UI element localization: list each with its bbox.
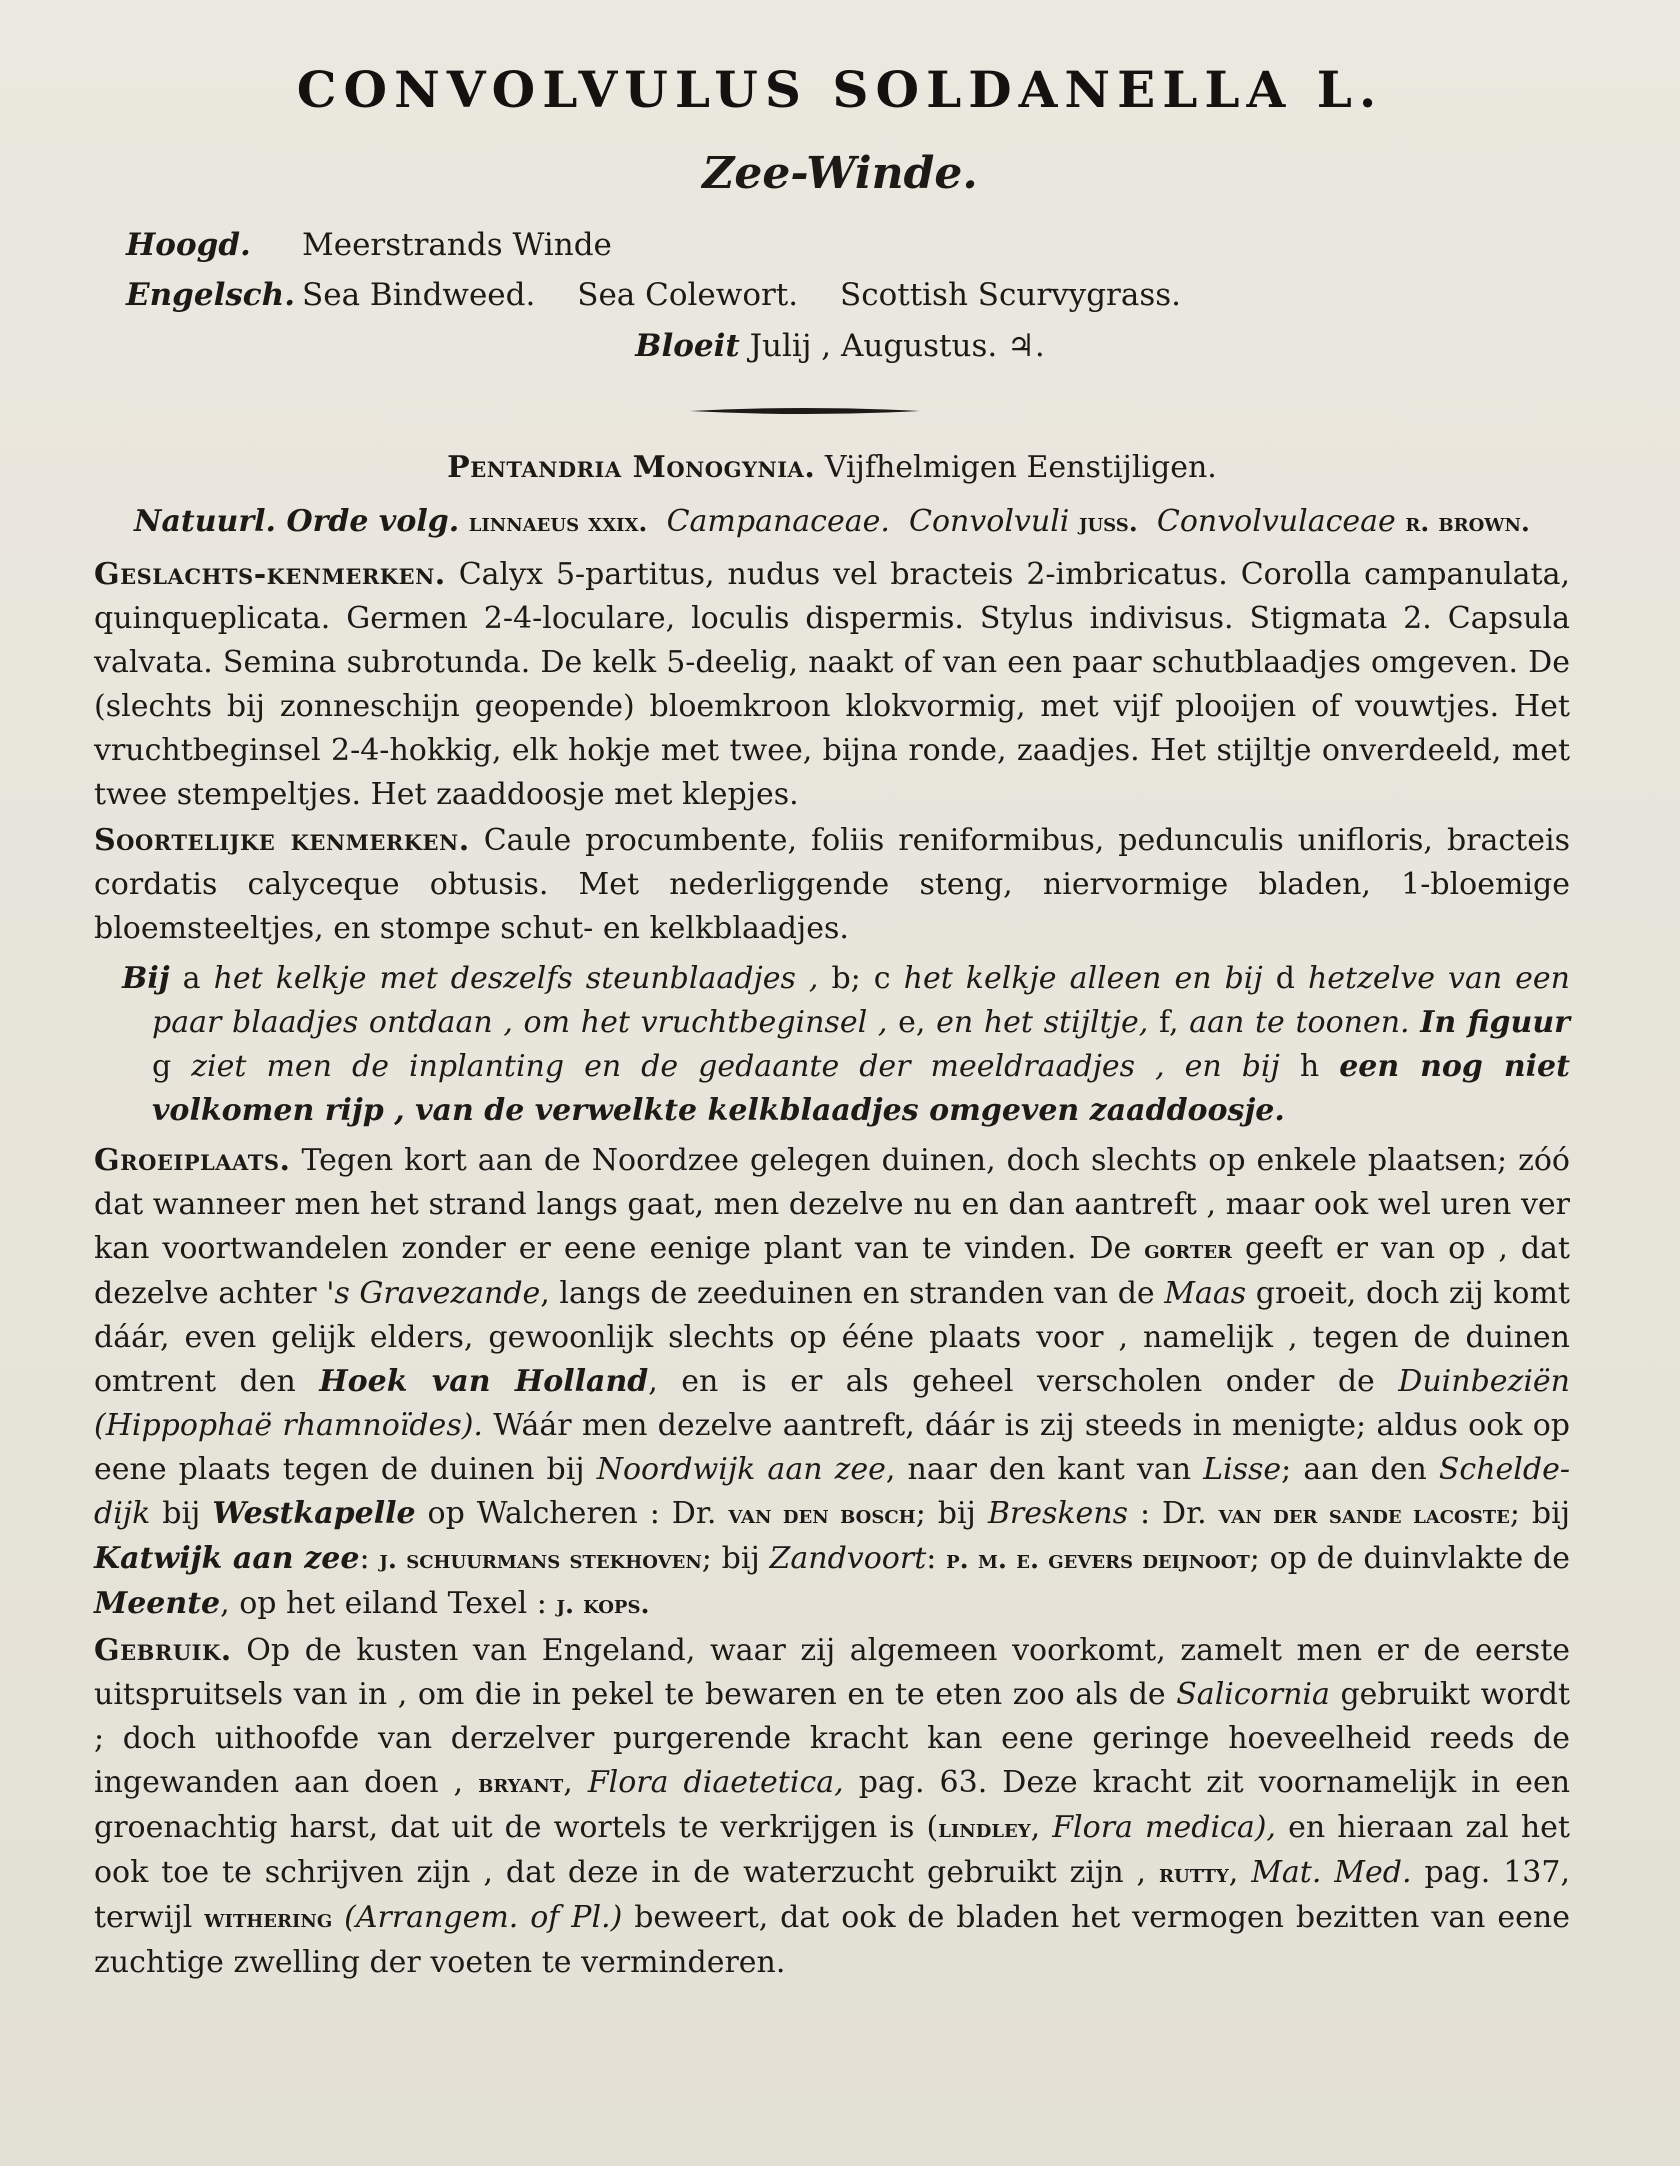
lang-label: Engelsch.: [126, 277, 296, 313]
author: van der sande lacoste: [1218, 1500, 1510, 1530]
expl-text: hetzelve van een paar blaadjes ontdaan , om het vruchtbeginsel ,: [152, 961, 1570, 1040]
flowering-line: [0, 328, 1680, 364]
ornamental-rule: [690, 406, 920, 416]
family-convolvuli: Convolvuli: [908, 504, 1070, 539]
place: Schelde-dijk: [94, 1452, 1570, 1531]
name-row-german: [126, 220, 1213, 270]
expl-word: Bij: [122, 961, 170, 996]
text: , op het eiland Texel :: [220, 1586, 547, 1621]
text: , naar den kant van: [885, 1452, 1192, 1487]
figure-letter: h: [1299, 1049, 1320, 1084]
place: Breskens: [987, 1496, 1129, 1531]
text: groeit, doch zij komt dáár, even gelijk elders, gewoonlijk slechts op ééne plaats voor , namelijk , tegen de duinen omtrent den: [94, 1276, 1570, 1399]
author-linnaeus: linnaeus xxix.: [468, 508, 648, 538]
place: Katwijk aan zee: [94, 1541, 360, 1576]
species-characters: [94, 819, 1570, 951]
flowering-label: Bloeit: [635, 328, 740, 364]
text: gebruikt wordt ; doch uithoofde van derzelver purgerende kracht kan eene geringe hoeveelheid reeds de ingewanden aan doen ,: [94, 1677, 1571, 1800]
main-text: [94, 446, 1570, 1987]
author: withering: [204, 1904, 333, 1934]
section-label: Geslachts-kenmerken.: [94, 557, 446, 592]
author: gorter: [1144, 1235, 1233, 1265]
section-text: Calyx 5-partitus, nudus vel bracteis 2-imbricatus. Corolla campanulata, quinqueplicata. Germen 2-4-loculare, loculis dispermis. Stylus indivisus. Stigmata 2. Capsula valvata. Semina subrotunda. De kelk 5-deelig, naakt of van een paar schutblaadjes omgeven. De (slechts bij zonneschijn geopende) bloemkroon klokvormig, met vijf plooijen of vouwtjes. Het vruchtbeginsel 2-4-hokkig, elk hokje met twee, bijna ronde, zaadjes. Het stijltje onverdeeld, met twee stempeltjes. Het zaaddoosje met klepjes.: [94, 557, 1570, 812]
natural-order: [94, 500, 1570, 545]
text: , langs de zeeduinen en stranden van de: [540, 1276, 1155, 1311]
place: Westkapelle: [212, 1496, 416, 1531]
place: Hoek van Holland: [319, 1364, 649, 1399]
section-label: Soortelijke kenmerken.: [94, 823, 470, 858]
text: bij: [162, 1496, 201, 1531]
text: ,: [1030, 1810, 1041, 1845]
text: : Dr.: [1139, 1496, 1207, 1531]
genus-characters: [94, 553, 1570, 817]
text: pag. 137, terwijl: [94, 1855, 1571, 1935]
common-names: [126, 220, 1213, 320]
place: Meente: [94, 1586, 221, 1621]
text: ,: [563, 1765, 573, 1800]
author: p. m. e. gevers deijnoot: [946, 1545, 1250, 1575]
habitat: [94, 1139, 1570, 1627]
name-value: Sea Bindweed.: [302, 277, 536, 313]
author-brown: r. brown.: [1405, 508, 1530, 538]
name-value: Scottish Scurvygrass.: [839, 277, 1182, 313]
text: Op de kusten van Engeland, waar zij algemeen voorkomt, zamelt men er de eerste uitspruitsels van in , om die in pekel te bewaren en te eten zoo als de: [94, 1633, 1570, 1712]
place: Lisse: [1203, 1452, 1282, 1487]
author: rutty: [1159, 1859, 1229, 1889]
book-title: (Arrangem. of Pl.): [344, 1900, 623, 1935]
text: ; aan den: [1281, 1452, 1427, 1487]
page-title: CONVOLVULUS SOLDANELLA L.: [296, 60, 1384, 119]
name-value: Meerstrands Winde: [302, 227, 612, 263]
text: :: [359, 1541, 370, 1576]
place: Zandvoort: [769, 1541, 927, 1576]
text: ; bij: [915, 1496, 976, 1531]
text: Wáár men dezelve aantreft, dáár is zij steeds in menigte; aldus ook op eene plaats tegen de duinen bij: [94, 1408, 1570, 1487]
flowering-text: Julij , Augustus. ♃.: [749, 328, 1045, 364]
natural-order-label: Natuurl. Orde volg.: [134, 504, 460, 539]
usage: [94, 1629, 1570, 1985]
text: ; bij: [701, 1541, 760, 1576]
figure-letter: e,: [898, 1005, 926, 1040]
place: Noordwijk aan zee: [596, 1452, 886, 1487]
classification: [94, 446, 1570, 490]
text: en hieraan zal het ook toe te schrijven zijn , dat deze in de waterzucht gebruikt zijn ,: [94, 1810, 1570, 1890]
name-value: Sea Colewort.: [577, 277, 799, 313]
author: lindley: [938, 1814, 1031, 1844]
expl-text: het kelkje alleen en bij: [903, 961, 1263, 996]
author: j. schuurmans stekhoven: [379, 1545, 702, 1575]
figure-letter: f,: [1158, 1005, 1179, 1040]
place: 's Gravezande: [326, 1276, 541, 1311]
author: j. kops.: [556, 1590, 650, 1620]
expl-text: een nog niet volkomen rijp , van de verwelkte kelkblaadjes omgeven zaaddoosje.: [152, 1049, 1570, 1128]
plant-name: Duinbeziën (Hippophaë rhamnoïdes).: [94, 1364, 1571, 1443]
lang-label: Hoogd.: [126, 227, 251, 263]
expl-text: het kelkje met deszelfs steunblaadjes ,: [213, 961, 819, 996]
author-jussieu: juss.: [1078, 508, 1138, 538]
dutch-name: Zee-Winde.: [702, 148, 978, 199]
figure-letter: d: [1275, 961, 1295, 996]
text: op Walcheren : Dr.: [427, 1496, 717, 1531]
text: pag. 63. Deze kracht zit voornamelijk in een groenachtig harst, dat uit de wortels te verkrijgen is (: [94, 1765, 1571, 1845]
author: bryant: [478, 1769, 564, 1799]
figure-letter: a: [182, 961, 201, 996]
text: ; bij: [1509, 1496, 1571, 1531]
name-row-english: [126, 270, 1213, 320]
text: , en is er als geheel verscholen onder de: [648, 1364, 1375, 1399]
section-label: Groeiplaats.: [94, 1143, 291, 1178]
book-title: Flora diaetetica,: [587, 1765, 844, 1800]
text: beweert, dat ook de bladen het vermogen bezitten van eene zuchtige zwelling der voeten te verminderen.: [94, 1900, 1570, 1980]
expl-text: aan te toonen.: [1189, 1005, 1410, 1040]
figure-letter: g: [152, 1049, 172, 1084]
plate-explanation: [94, 957, 1570, 1133]
book-title: Mat. Med.: [1251, 1855, 1412, 1890]
figure-letter: b; c: [831, 961, 891, 996]
section-label: Gebruik.: [94, 1633, 232, 1668]
family-campanaceae: Campanaceae.: [666, 504, 890, 539]
family-convolvulaceae: Convolvulaceae: [1156, 504, 1396, 539]
expl-text: ziet men de inplanting en de gedaante der meeldraadjes , en bij: [191, 1049, 1280, 1084]
text: geeft er van op , dat dezelve achter: [94, 1231, 1570, 1311]
author: van den bosch: [728, 1500, 916, 1530]
section-text: Caule procumbente, foliis reniformibus, pedunculis unifloris, bracteis cordatis calyceque obtusis. Met nederliggende steng, niervormige bladen, 1-bloemige bloemsteeltjes, en stompe schut- en kelkblaadjes.: [94, 823, 1570, 946]
classification-system: Pentandria Monogynia.: [447, 450, 816, 485]
place: Maas: [1164, 1276, 1247, 1311]
text: ,: [1228, 1855, 1239, 1890]
book-title: Flora medica),: [1052, 1810, 1276, 1845]
text: ; op de duinvlakte de: [1249, 1541, 1570, 1576]
classification-dutch: Vijfhelmigen Eenstijligen.: [824, 450, 1217, 485]
expl-text: en het stijltje,: [936, 1005, 1149, 1040]
expl-text: In figuur: [1420, 1005, 1570, 1040]
text: :: [926, 1541, 937, 1576]
plant-name: Salicornia: [1176, 1677, 1330, 1712]
text: Tegen kort aan de Noordzee gelegen duinen, doch slechts op enkele plaatsen; zóó dat wanneer men het strand langs gaat, men dezelve nu en dan aantreft , maar ook wel uren ver kan voortwandelen zonder er eene eenige plant van te vinden. De: [94, 1143, 1570, 1266]
